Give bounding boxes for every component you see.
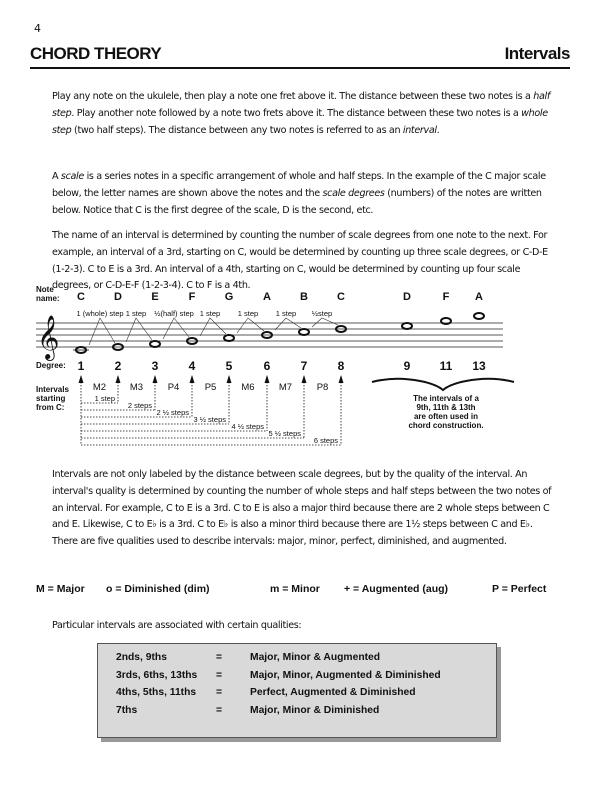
extended-intervals-note: chord construction. — [408, 421, 484, 430]
scale-degree: 2 — [114, 359, 122, 373]
note-name: F — [442, 291, 450, 303]
step-label: ½(half) step — [154, 309, 194, 318]
distance-label: 4 ½ steps — [231, 422, 264, 431]
note-name: F — [188, 291, 196, 303]
note-name-label: name: — [36, 294, 60, 303]
step-path — [275, 318, 301, 330]
qualities-intro: Particular intervals are associated with certain qualities: — [52, 620, 302, 631]
note-name: D — [114, 291, 122, 303]
paragraph-scale: A scale is a series notes in a specific arrangement of whole and half steps. In the example of the C major scale below, the letter names are shown above the notes and the scale degrees (numbers) of the notes are written below. Notice that C is the first degree of the scale, D is the second, etc. — [52, 171, 546, 216]
step-label: 1 (whole) step — [76, 309, 124, 318]
paragraph-interval-quality: Intervals are not only labeled by the distance between scale degrees, but by the quality of the interval. An interval's quality is determined by counting the number of whole steps and half steps between the two notes of an interval. For example, C to E is a 3rd. C to E is also a major third because there are 2 whole steps between C and E. Likewise, C to E♭ is a 3rd. C to E♭ is also a minor third because there are 1½ steps between C and E♭. There are five qualities used to describe intervals: major, minor, perfect, diminished, and augmented. — [52, 469, 552, 548]
interval-name: P8 — [316, 382, 329, 393]
arrow-icon — [190, 375, 195, 383]
interval-diagram — [0, 280, 600, 450]
scale-degree: 8 — [337, 359, 345, 373]
scale-degree: 1 — [77, 359, 85, 373]
whole-note — [150, 341, 160, 347]
step-path — [163, 318, 189, 339]
arrow-icon — [79, 375, 84, 383]
qualities-table — [97, 643, 497, 738]
distance-label: 5 ½ steps — [268, 429, 301, 438]
arrow-icon — [302, 375, 307, 383]
step-path — [237, 318, 264, 333]
scale-degree: 3 — [151, 359, 159, 373]
extended-intervals-note: 9th, 11th & 13th — [416, 403, 476, 412]
note-name: B — [300, 291, 308, 303]
step-label: 1 step — [237, 309, 259, 318]
step-label: 1 step — [275, 309, 297, 318]
row-qualities: Major, Minor & Diminished — [250, 704, 380, 716]
legend-augmented: + = Augmented (aug) — [344, 583, 449, 595]
scale-degree: 9 — [403, 359, 411, 373]
row-equals: = — [216, 652, 223, 663]
distance-label: 3 ½ steps — [193, 415, 226, 424]
note-name: C — [77, 291, 85, 303]
arrow-icon — [265, 375, 270, 383]
step-label: ½step — [311, 309, 333, 318]
scale-degree: 5 — [225, 359, 233, 373]
distance-label: 2 steps — [127, 401, 152, 410]
distance-label: 1 step — [94, 394, 115, 403]
interval-name: M3 — [129, 382, 144, 393]
step-label: 1 step — [125, 309, 147, 318]
interval-name: P5 — [204, 382, 217, 393]
whole-note — [224, 335, 234, 341]
whole-note — [474, 313, 484, 319]
note-name: A — [475, 291, 483, 303]
legend-major: M = Major — [36, 583, 85, 595]
step-path — [200, 318, 226, 336]
paragraph-half-whole-steps: Play any note on the ukulele, then play a note one fret above it. The distance between these two notes is a half step. Play another note followed by a note two frets above it. The distance between these two notes is a whole step (two half steps). The distance between any two notes is referred to as an interval. — [52, 91, 550, 136]
interval-name: M6 — [241, 382, 255, 393]
scale-degree: 4 — [188, 359, 196, 373]
row-qualities: Major, Minor, Augmented & Diminished — [250, 669, 441, 681]
note-name: A — [263, 291, 271, 303]
note-name: E — [151, 291, 159, 303]
row-intervals: 4ths, 5ths, 11ths — [116, 687, 197, 698]
row-intervals: 3rds, 6ths, 13ths — [116, 669, 198, 681]
step-path — [126, 318, 152, 342]
extended-intervals-note: The intervals of a — [413, 394, 479, 403]
row-equals: = — [216, 704, 223, 716]
legend-perfect: P = Perfect — [492, 583, 547, 595]
arrow-icon — [339, 375, 344, 383]
page-number: 4 — [34, 22, 41, 35]
scale-degree: 6 — [263, 359, 271, 373]
row-qualities: Major, Minor & Augmented — [250, 652, 381, 663]
interval-name: M2 — [92, 382, 107, 393]
header-rule — [30, 67, 570, 69]
row-equals: = — [216, 669, 223, 681]
arrow-icon — [116, 375, 121, 383]
row-intervals: 2nds, 9ths — [116, 652, 167, 663]
row-equals: = — [216, 687, 223, 698]
section-title: CHORD THEORY — [30, 44, 162, 63]
whole-note — [299, 329, 309, 335]
paragraph-interval-naming: The name of an interval is determined by counting the number of scale degrees from one note to the next. For example, an interval of a 3rd, starting on C, would be determined by counting up three scale degrees, or C-D-E (1-2-3). C to E is a 3rd. An interval of a 4th, starting on C, would be determined by counting up four scale degrees, or C-D-E-F (1-2-3-4). C to F is a 4th. — [52, 230, 548, 292]
legend-minor: m = Minor — [270, 583, 320, 595]
scale-degree: 7 — [300, 359, 308, 373]
step-path — [312, 318, 338, 327]
row-qualities: Perfect, Augmented & Diminished — [250, 687, 416, 698]
interval-name: P4 — [167, 382, 180, 393]
intervals-label: from C: — [36, 403, 65, 412]
intervals-label: starting — [36, 394, 66, 403]
extended-intervals-note: are often used in — [413, 412, 479, 421]
whole-note — [441, 318, 451, 324]
page-title: Intervals — [504, 44, 570, 63]
degree-label: Degree: — [36, 361, 66, 370]
note-name: G — [224, 291, 234, 303]
interval-name: M7 — [278, 382, 293, 393]
note-name-label: Note — [36, 285, 54, 294]
note-name: C — [337, 291, 345, 303]
note-name: D — [403, 291, 411, 303]
treble-clef-icon: 𝄞 — [37, 317, 60, 359]
whole-note — [402, 323, 412, 329]
intervals-label: Intervals — [36, 385, 69, 394]
arrow-icon — [227, 375, 232, 383]
scale-degree: 13 — [472, 359, 486, 373]
arrow-icon — [153, 375, 158, 383]
row-intervals: 7ths — [116, 704, 138, 716]
brace-icon — [372, 379, 514, 390]
distance-label: 6 steps — [313, 436, 338, 445]
distance-label: 2 ½ steps — [156, 408, 189, 417]
legend-diminished: o = Diminished (dim) — [106, 583, 210, 595]
scale-degree: 11 — [439, 359, 453, 373]
step-label: 1 step — [199, 309, 221, 318]
